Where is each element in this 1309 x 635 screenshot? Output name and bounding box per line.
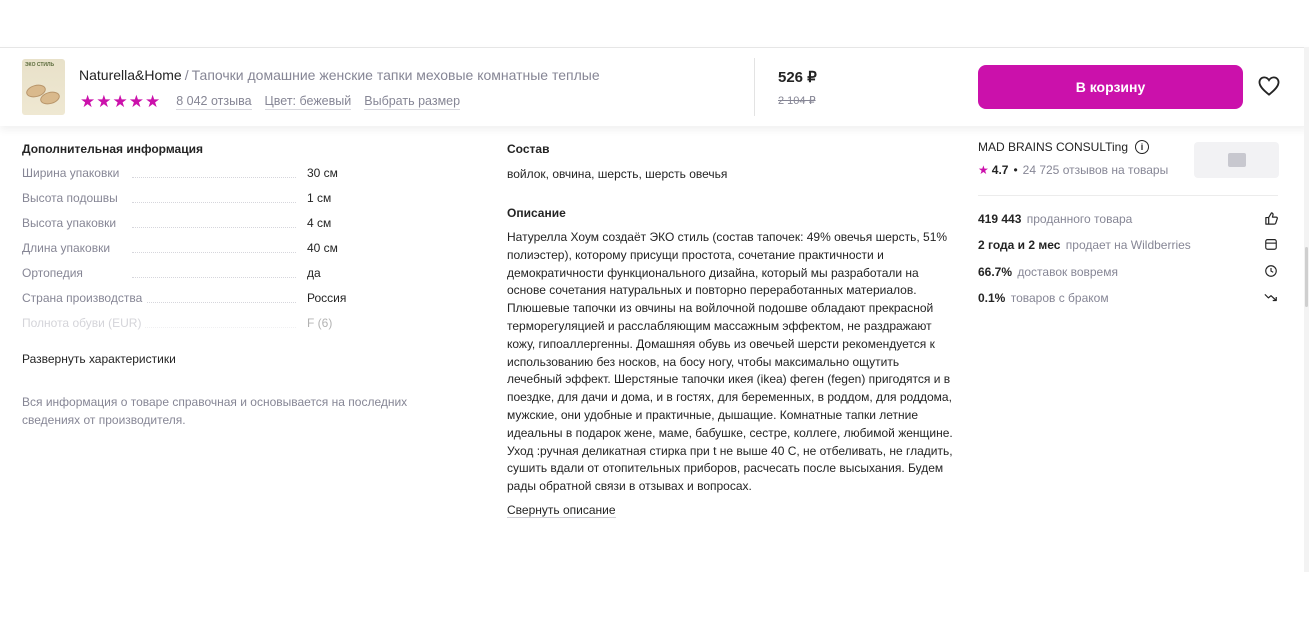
stat-value: 419 443	[978, 212, 1022, 226]
spec-leader-dots	[132, 177, 296, 178]
spec-row	[22, 240, 442, 265]
product-sticky-header	[0, 47, 1309, 126]
description-section	[507, 142, 957, 519]
spec-row	[22, 265, 442, 290]
clock-icon	[1263, 264, 1279, 280]
description-text: Натурелла Хоум создаёт ЭКО стиль (состав тапочек: 49% овечья шерсть, 51% полиэстер), которому присущи простота, сочетание практичности и демократичности функционального дизайна, который мы разработали на основе сочетания натуральных и повторно переработанных материалов. Плюшевые тапочки из овчины на войлочной подошве обладают прекрасной терморегуляцией и расслабляющим массажным эффектом, не раздражают кожу, гипоаллергенны. Домашняя обувь из овечьей шерсти рекомендуется к использованию без носков, на босу ногу, чтобы максимально ощутить лечебный эффект. Шерстяные тапочки икея (ikea) феген (fegen) пригодятся и в поездке, для дачи и дома, и в гостях, для беременных, в роддом, для роддома, мужские, они удобные и практичные, дышащие. Комнатные тапки летние идеальны в подарок жене, маме, бабушке, сестре, коллеге, любимой женщине. Уход :ручная деликатная стирка при t не выше 40 С, не отбеливать, не гладить, сушить вдали от отопительных приборов, расчесать после высыхания. Будем рады обратной связи в отзывах и вопросах.	[507, 230, 953, 494]
stat-label: проданного товара	[1026, 212, 1133, 226]
product-name: Тапочки домашние женские тапки меховые комнатные теплые	[191, 67, 600, 83]
specs-section	[22, 142, 442, 429]
specs-list	[22, 165, 442, 340]
spec-key: Длина упаковки	[22, 240, 114, 256]
stat-value: 0.1%	[978, 291, 1006, 305]
spec-value: да	[307, 266, 321, 280]
seller-divider	[978, 195, 1278, 196]
stat-years	[978, 238, 1191, 252]
spec-value: F (6)	[307, 316, 333, 330]
brand-name[interactable]: Naturella&Home	[79, 67, 182, 83]
title-separator: /	[184, 67, 189, 83]
spec-leader-dots	[132, 252, 296, 253]
spec-value: 1 см	[307, 191, 332, 205]
seller-rating-value: 4.7	[991, 163, 1009, 177]
seller-logo[interactable]	[1194, 142, 1279, 178]
stat-value: 2 года и 2 мес	[978, 238, 1061, 252]
stat-label: доставок вовремя	[1017, 265, 1118, 279]
store-icon	[1263, 237, 1279, 253]
spec-key: Высота подошвы	[22, 190, 122, 206]
stat-sold	[978, 212, 1132, 226]
stat-label: товаров с браком	[1010, 291, 1109, 305]
color-link[interactable]: Цвет: бежевый	[264, 94, 352, 108]
heart-outline-icon[interactable]	[1256, 74, 1282, 100]
spec-key: Страна производства	[22, 290, 146, 306]
composition-text: войлок, овчина, шерсть, шерсть овечья	[507, 167, 728, 181]
spec-value: 40 см	[307, 241, 338, 255]
spec-key: Ширина упаковки	[22, 165, 123, 181]
spec-key: Ортопедия	[22, 265, 87, 281]
specs-note: Вся информация о товаре справочная и основывается на последних сведениях от производителя.	[22, 395, 408, 427]
reviews-link[interactable]: 8 042 отзыва	[176, 94, 252, 108]
info-circle-icon[interactable]: i	[1135, 140, 1149, 154]
spec-row	[22, 315, 442, 340]
product-title	[79, 67, 600, 83]
expand-specs-link[interactable]: Развернуть характеристики	[22, 352, 176, 366]
spec-value: 30 см	[307, 166, 338, 180]
spec-value: Россия	[307, 291, 347, 305]
description-title: Описание	[507, 206, 566, 220]
thumbnail-label: ЭКО СТИЛЬ	[25, 62, 55, 68]
spec-key: Высота упаковки	[22, 215, 120, 231]
spec-leader-dots	[132, 277, 296, 278]
rating-dot: •	[1013, 163, 1018, 177]
current-price: 526 ₽	[778, 69, 817, 86]
spec-leader-dots	[132, 327, 296, 328]
spec-leader-dots	[132, 202, 296, 203]
shop-icon	[1228, 153, 1246, 167]
spec-row	[22, 190, 442, 215]
add-to-cart-button[interactable]: В корзину	[978, 65, 1243, 109]
stat-label: продает на Wildberries	[1065, 238, 1191, 252]
stat-delivery	[978, 265, 1118, 279]
spec-value: 4 см	[307, 216, 332, 230]
thumbs-up-icon	[1263, 211, 1279, 227]
size-select-link[interactable]: Выбрать размер	[364, 94, 461, 108]
collapse-description-link[interactable]: Свернуть описание	[507, 502, 616, 517]
scrollbar-thumb[interactable]	[1305, 247, 1308, 307]
spec-leader-dots	[132, 227, 296, 228]
spec-row	[22, 165, 442, 190]
rating-star-icon: ★	[978, 163, 989, 177]
spec-key: Полнота обуви (EUR)	[22, 315, 145, 331]
composition-title: Состав	[507, 142, 550, 156]
header-divider	[754, 58, 755, 116]
seller-reviews-count[interactable]: 24 725 отзывов на товары	[1022, 163, 1169, 177]
stat-value: 66.7%	[978, 265, 1013, 279]
spec-row	[22, 290, 442, 315]
product-thumbnail[interactable]	[22, 59, 65, 115]
seller-name[interactable]: MAD BRAINS CONSULTing	[978, 140, 1129, 154]
specs-title: Дополнительная информация	[22, 142, 203, 156]
top-spacer	[0, 0, 1309, 47]
product-meta	[80, 92, 460, 112]
stat-defects	[978, 291, 1109, 305]
seller-section	[978, 140, 1280, 305]
spec-row	[22, 215, 442, 240]
trend-down-icon	[1263, 290, 1279, 306]
page-scrollbar[interactable]	[1304, 47, 1309, 572]
rating-stars-icon: ★★★★★	[80, 92, 162, 111]
old-price: 2 104 ₽	[778, 95, 816, 107]
spec-leader-dots	[132, 302, 296, 303]
